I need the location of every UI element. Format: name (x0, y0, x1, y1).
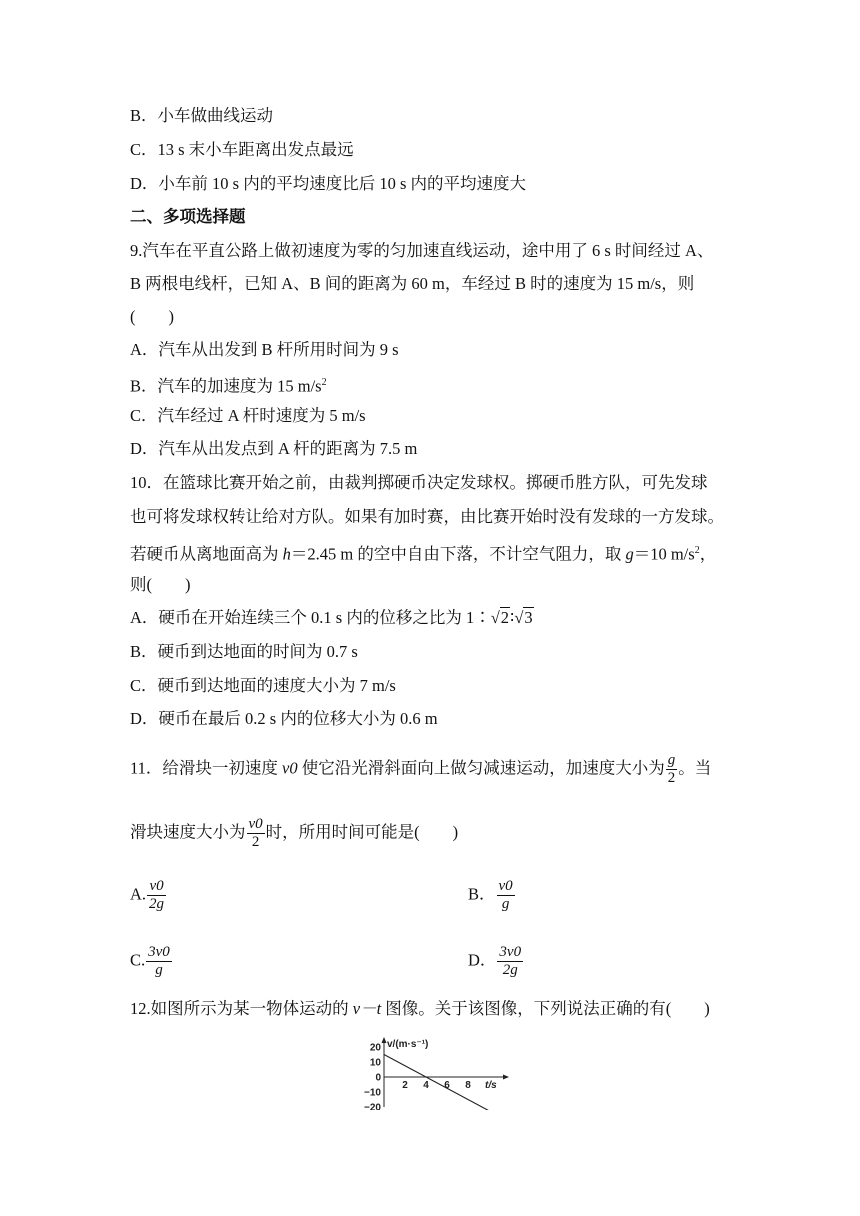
velocity-line (384, 1055, 489, 1111)
q8-option-c: C．13 s 末小车距离出发点最远 (130, 140, 354, 159)
q10-text-b: ＝2.45 m 的空中自由下落，不计空气阻力，取 (290, 544, 626, 564)
q11-a-den: 2g (149, 896, 165, 912)
q11-stem-line2 (130, 816, 458, 851)
q11-option-c-fraction (146, 944, 172, 979)
q10-option-b: B．硬币到达地面的时间为 0.7 s (130, 642, 358, 661)
acc-num: g (667, 752, 676, 768)
q11-text-e: 时，所用时间可能是( ) (265, 822, 459, 842)
q11-option-d (468, 944, 524, 979)
q10-text-a: 若硬币从离地面高为 (130, 544, 283, 564)
q9-option-d: D．汽车从出发点到 A 杆的距离为 7.5 m (130, 439, 418, 458)
q10-text-d: ， (699, 544, 717, 564)
q11-c-num: 3v0 (148, 944, 170, 960)
q11-option-c-label: C. (130, 950, 146, 970)
q11-d-num: 3v0 (499, 944, 522, 960)
y-axis-label: v/(m·s⁻¹) (387, 1039, 429, 1050)
sqrt-3: √3 (514, 608, 533, 627)
q10-stem-line1: 10．在篮球比赛开始之前，由裁判掷硬币决定发球权。掷硬币胜方队，可先发球 (130, 473, 708, 492)
series (384, 1055, 489, 1111)
x-tick-label: 8 (465, 1080, 471, 1091)
q12-vt: v－t (352, 999, 382, 1018)
q9-option-c: C．汽车经过 A 杆时速度为 5 m/s (130, 406, 366, 425)
section-heading: 二、多项选择题 (130, 207, 246, 226)
y-axis (382, 1037, 387, 1107)
v-fraction (247, 816, 265, 851)
vt-graph (355, 1035, 515, 1110)
y-ticks (364, 1043, 381, 1111)
sqrt-3-radicand: 3 (524, 608, 533, 627)
q9-option-b-sup: 2 (321, 377, 327, 388)
q10-stem-line2: 也可将发球权转让给对方队。如果有加时赛，由比赛开始时没有发球的一方发球。 (130, 507, 724, 526)
q10-text-c: ＝10 m/s (633, 544, 695, 564)
y-tick-label: −20 (364, 1102, 381, 1110)
q11-option-c (130, 944, 173, 979)
q11-text-c: 。当 (678, 758, 712, 778)
x-tick-label: 6 (444, 1080, 450, 1091)
q10-option-a (130, 607, 534, 629)
q11-option-a-label: A. (130, 884, 147, 904)
q9-stem-line3: ( ) (130, 307, 174, 326)
q11-a-num: v0 (149, 878, 164, 894)
q12-text-a: 12.如图所示为某一物体运动的 (130, 999, 353, 1018)
q8-option-b: B．小车做曲线运动 (130, 106, 274, 125)
q11-option-d-label: D． (468, 950, 497, 970)
q10-var-g: g (625, 544, 634, 564)
q11-b-num: v0 (498, 878, 513, 894)
v-num: v0 (248, 816, 263, 832)
x-axis (384, 1075, 509, 1080)
q11-text-a: 11．给滑块一初速度 (130, 758, 283, 778)
acc-fraction (666, 752, 678, 787)
q9-stem-line2: B 两根电线杆，已知 A、B 间的距离为 60 m，车经过 B 时的速度为 15 m/s，则 (130, 274, 695, 293)
x-tick-label: 2 (402, 1080, 408, 1091)
q11-stem-line1 (130, 752, 711, 787)
q9-option-b-text: B．汽车的加速度为 15 m/s (130, 376, 322, 396)
sqrt-2: √2 (490, 608, 510, 627)
q10-var-h: h (282, 544, 291, 564)
q12-text-b: 图像。关于该图像，下列说法正确的有( ) (381, 999, 710, 1018)
q9-option-b (130, 372, 327, 398)
q10-option-d: D．硬币在最后 0.2 s 内的位移大小为 0.6 m (130, 709, 438, 728)
q11-text-b: 使它沿光滑斜面向上做匀减速运动，加速度大小为 (297, 758, 665, 778)
q9-stem-line1: 9.汽车在平直公路上做初速度为零的匀加速直线运动，途中用了 6 s 时间经过 A、 (130, 241, 714, 260)
q11-option-b-label: B． (468, 884, 496, 904)
q11-v0: v0 (282, 758, 298, 778)
q11-b-den: g (497, 895, 515, 913)
x-tick-label: 4 (423, 1080, 429, 1091)
acc-den: 2 (667, 770, 676, 786)
q10-stem-line4: 则( ) (130, 575, 191, 594)
y-tick-label: −10 (364, 1087, 381, 1099)
y-tick-label: 0 (375, 1072, 381, 1084)
y-axis-arrow (382, 1037, 387, 1043)
x-axis-label: t/s (485, 1080, 497, 1091)
q11-c-den: g (146, 961, 172, 979)
x-ticks (402, 1080, 471, 1091)
q10-option-c: C．硬币到达地面的速度大小为 7 m/s (130, 676, 396, 695)
q11-option-d-fraction (497, 944, 523, 979)
q10-sup: 2 (694, 545, 700, 556)
v-den: 2 (247, 833, 265, 851)
y-tick-label: 10 (369, 1057, 381, 1069)
q11-text-d: 滑块速度大小为 (130, 822, 246, 842)
q10-stem-line3 (130, 540, 716, 566)
q9-option-a: A．汽车从出发到 B 杆所用时间为 9 s (130, 340, 399, 359)
q11-d-den: 2g (497, 961, 523, 979)
q10-option-a-text: A．硬币在开始连续三个 0.1 s 内的位移之比为 1∶ (130, 608, 491, 627)
q11-option-a (130, 878, 167, 913)
q11-option-b (468, 878, 516, 913)
x-axis-arrow (503, 1075, 509, 1080)
q11-option-a-fraction (147, 878, 166, 913)
q10-option-a-ratio-sep: ∶ (510, 608, 515, 627)
q11-option-b-fraction (497, 878, 515, 913)
q8-option-d: D．小车前 10 s 内的平均速度比后 10 s 内的平均速度大 (130, 174, 527, 193)
sqrt-2-radicand: 2 (500, 608, 510, 627)
q12-stem (130, 998, 710, 1020)
y-tick-label: 20 (369, 1042, 381, 1054)
